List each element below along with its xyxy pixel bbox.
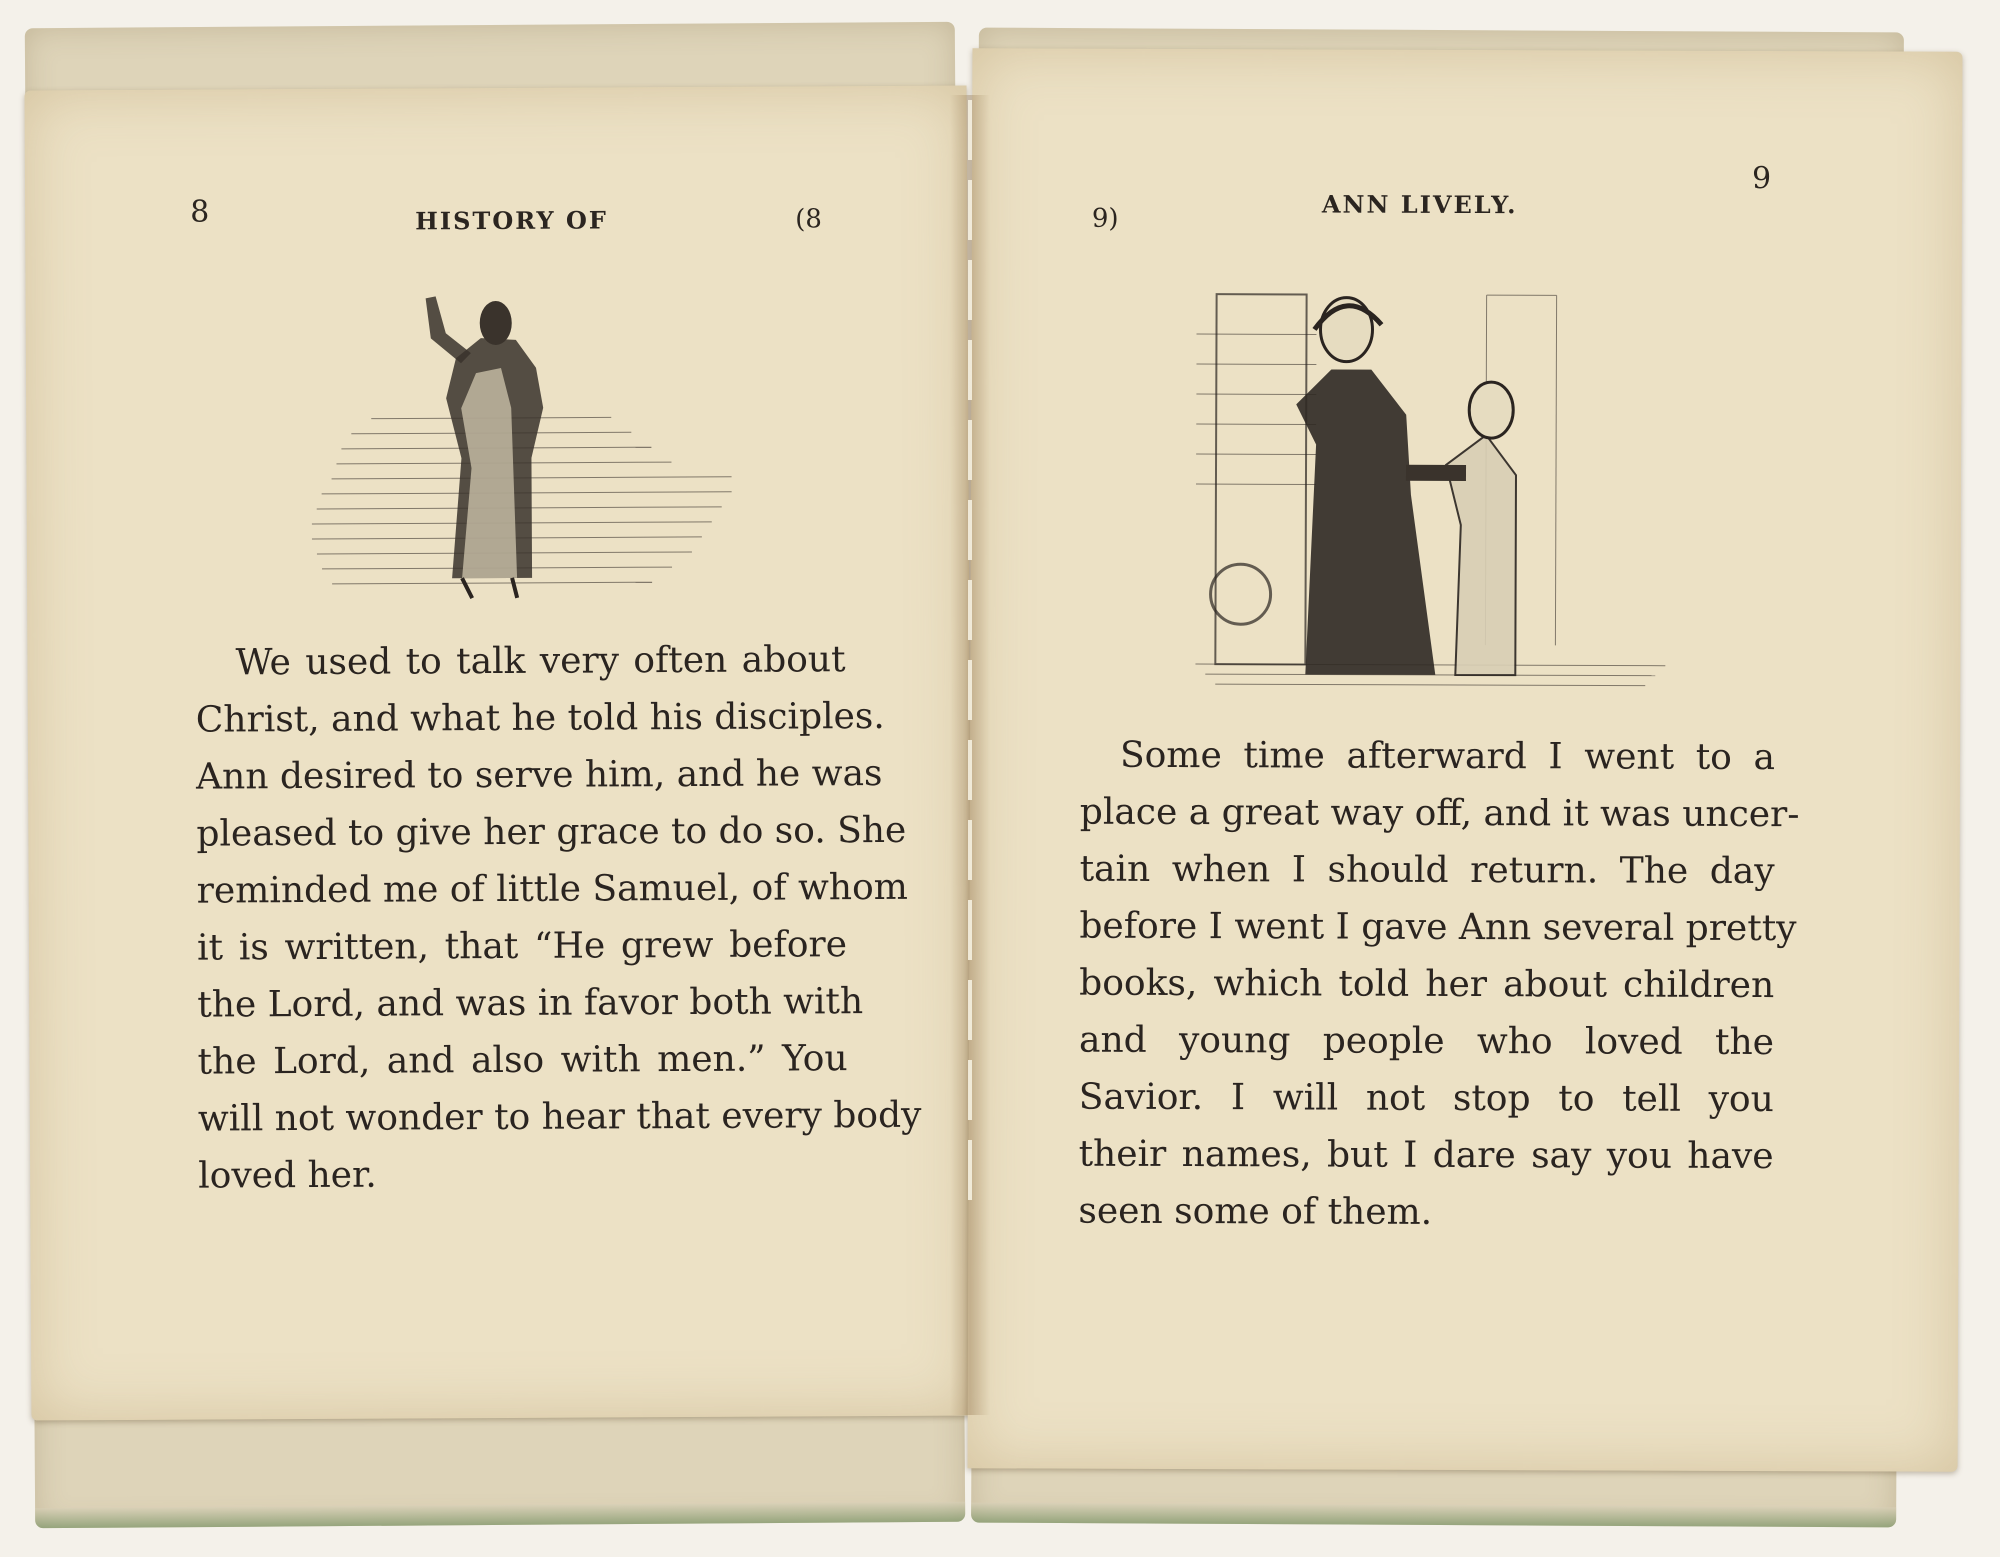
- text-line: loved her.: [198, 1154, 377, 1197]
- text-line: before I went I gave Ann several pretty: [1079, 905, 1797, 950]
- cover-edge: [971, 1503, 1896, 1528]
- cover-edge: [35, 1502, 965, 1528]
- running-head: HISTORY OF: [415, 205, 608, 236]
- text-line: reminded me of little Samuel, of whom: [196, 866, 908, 912]
- text-line: Some time afterward I went to a: [1119, 734, 1776, 779]
- text-line: the Lord, and also with men.” You: [197, 1038, 848, 1083]
- text-line: Ann desired to serve him, and he was: [196, 752, 883, 798]
- text-line: tain when I should return. The day: [1079, 848, 1775, 893]
- text-line: seen some of them.: [1078, 1190, 1433, 1233]
- right-page-body: [1078, 727, 1800, 1242]
- text-line: We used to talk very often about: [235, 639, 846, 684]
- text-line: their names, but I dare say you have: [1078, 1133, 1774, 1178]
- margin-mark: (8: [795, 204, 822, 235]
- text-line: the Lord, and was in favor both with: [197, 981, 864, 1026]
- woman-and-girl-engraving-illustration: [1195, 274, 1676, 696]
- left-page-body: [195, 631, 922, 1204]
- text-line: will not wonder to hear that every body: [197, 1094, 922, 1140]
- right-page: [968, 48, 1963, 1471]
- christ-engraving-illustration: [311, 277, 753, 609]
- text-line: it is written, that “He grew before: [196, 924, 848, 969]
- page-number: 8: [190, 194, 210, 230]
- binding-thread: [968, 100, 972, 1210]
- running-head: ANN LIVELY.: [1321, 189, 1518, 220]
- text-line: and young people who loved the: [1078, 1019, 1775, 1064]
- text-line: Christ, and what he told his disciples.: [195, 695, 885, 741]
- margin-mark: 9): [1091, 203, 1119, 234]
- text-line: pleased to give her grace to do so. She: [196, 809, 907, 855]
- page-number: 9: [1751, 160, 1772, 197]
- text-line: place a great way off, and it was uncer-: [1079, 791, 1800, 836]
- left-page: [25, 86, 974, 1421]
- text-line: Savior. I will not stop to tell you: [1078, 1076, 1774, 1121]
- text-line: books, which told her about children: [1079, 962, 1775, 1007]
